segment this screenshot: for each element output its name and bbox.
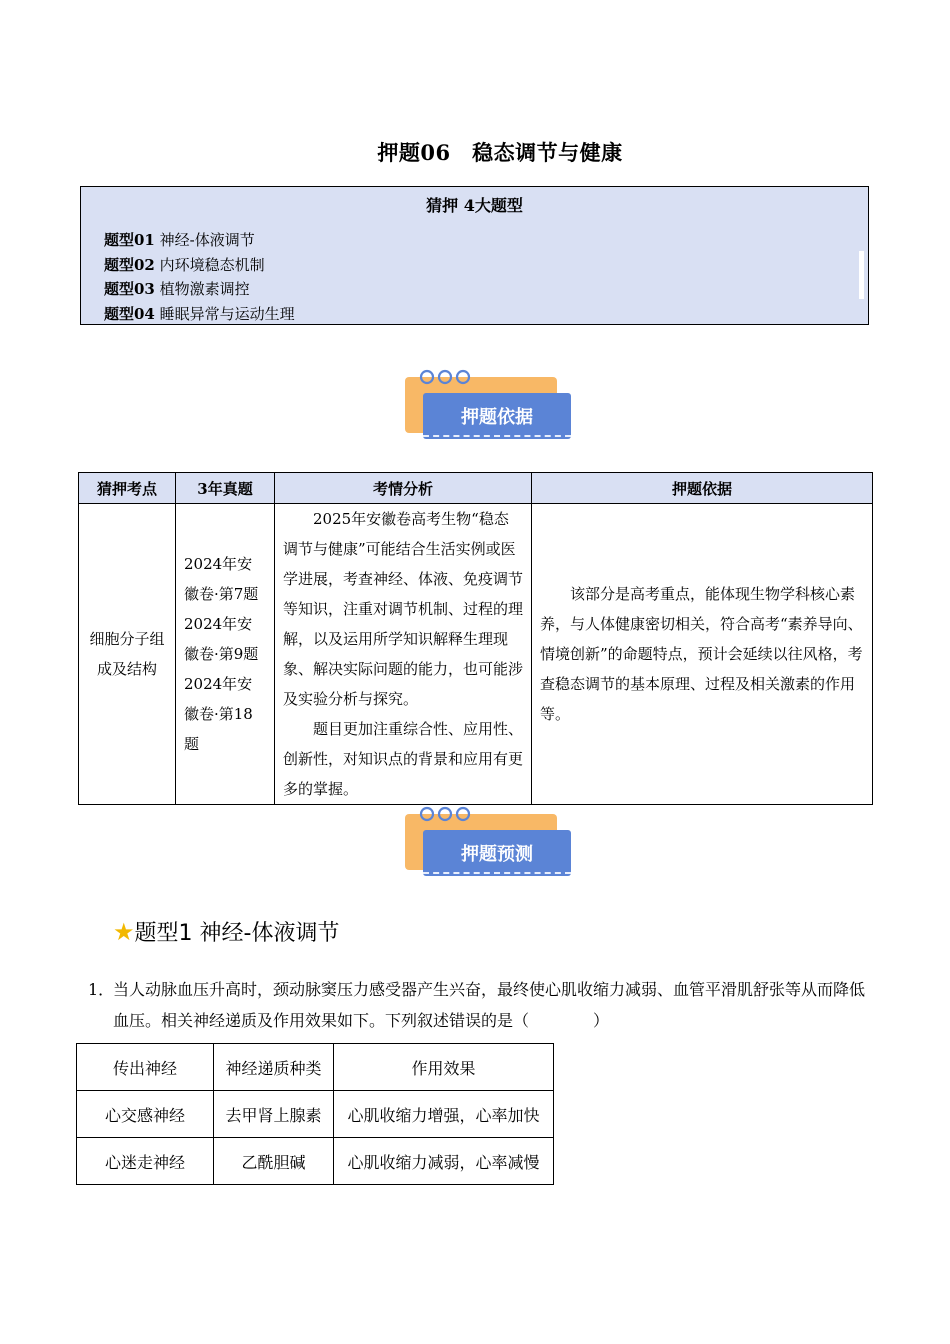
table-cell: 心肌收缩力增强，心率加快	[334, 1091, 554, 1138]
analysis-paragraph: 2025年安徽卷高考生物“稳态调节与健康”可能结合生活实例或医学进展，考查神经、体液、免疫调节等知识，注重对调节机制、过程的理解，以及运用所学知识解释生理现象、解决实际问题的能力，也可能涉及实验分析与探究。	[283, 510, 524, 708]
past-paper-item: 2024年安徽卷·第7题	[184, 555, 259, 603]
basis-table	[78, 472, 873, 805]
page-title: 押题06 稳态调节与健康	[377, 140, 623, 165]
question-1	[88, 974, 868, 1036]
table-header: 猜押考点	[79, 473, 176, 504]
table-cell: 去甲肾上腺素	[214, 1091, 334, 1138]
banner-dash	[423, 435, 571, 437]
question-type-text: 睡眠异常与运动生理	[159, 305, 295, 323]
table-cell: 传出神经	[77, 1044, 214, 1091]
basis-cell: 该部分是高考重点，能体现生物学科核心素养，与人体健康密切相关，符合高考“素养导向、情境创新”的命题特点，预计会延续以往风格，考查稳态调节的基本原理、过程及相关激素的作用等。	[532, 504, 873, 805]
question-type-text: 神经-体液调节	[159, 231, 255, 249]
question-number: 1．	[88, 980, 115, 999]
question-type-tag: 题型03	[104, 280, 155, 298]
section-heading	[113, 916, 339, 947]
question-type-text: 植物激素调控	[159, 280, 250, 298]
question-type-item	[104, 229, 255, 250]
table-cell: 心交感神经	[77, 1091, 214, 1138]
banner-dash	[423, 872, 571, 874]
question-type-item	[104, 278, 250, 299]
question-type-tag: 题型02	[104, 256, 155, 274]
question-type-tag: 题型01	[104, 231, 155, 249]
section-title: 题型1 神经-体液调节	[134, 921, 340, 946]
past-paper-item: 2024年安徽卷·第9题	[184, 615, 259, 663]
neurotransmitter-table	[76, 1043, 554, 1185]
past-paper-item: 2024年安徽卷·第18题	[184, 675, 253, 753]
basis-banner	[405, 369, 575, 449]
banner-label: 押题预测	[461, 844, 533, 865]
question-types-heading: 猜押 4大题型	[426, 196, 523, 215]
table-header: 3年真题	[176, 473, 275, 504]
question-types-box	[80, 186, 869, 325]
table-row	[79, 504, 873, 805]
table-row	[77, 1091, 554, 1138]
banner-label: 押题依据	[461, 407, 533, 428]
predict-banner	[405, 806, 575, 886]
question-type-tag: 题型04	[104, 305, 155, 323]
table-header: 押题依据	[532, 473, 873, 504]
table-cell: 心肌收缩力减弱，心率减慢	[334, 1138, 554, 1185]
analysis-cell	[275, 504, 532, 805]
table-header-row	[79, 473, 873, 504]
question-text: 当人动脉血压升高时，颈动脉窦压力感受器产生兴奋，最终使心肌收缩力减弱、血管平滑肌舒张等从而降低血压。相关神经递质及作用效果如下。下列叙述错误的是（ ）	[113, 980, 866, 1030]
table-cell: 神经递质种类	[214, 1044, 334, 1091]
exam-topic-cell: 细胞分子组成及结构	[79, 504, 176, 805]
divider	[859, 251, 864, 299]
star-icon: ★	[113, 918, 135, 946]
binder-rings-icon	[417, 804, 477, 824]
table-cell: 作用效果	[334, 1044, 554, 1091]
table-row	[77, 1044, 554, 1091]
table-cell: 心迷走神经	[77, 1138, 214, 1185]
table-cell: 乙酰胆碱	[214, 1138, 334, 1185]
question-type-item	[104, 303, 295, 324]
table-row	[77, 1138, 554, 1185]
question-type-text: 内环境稳态机制	[159, 256, 265, 274]
analysis-paragraph: 题目更加注重综合性、应用性、创新性，对知识点的背景和应用有更多的掌握。	[283, 720, 524, 798]
question-type-item	[104, 254, 265, 275]
binder-rings-icon	[417, 367, 477, 387]
past-papers-cell	[176, 504, 275, 805]
table-header: 考情分析	[275, 473, 532, 504]
